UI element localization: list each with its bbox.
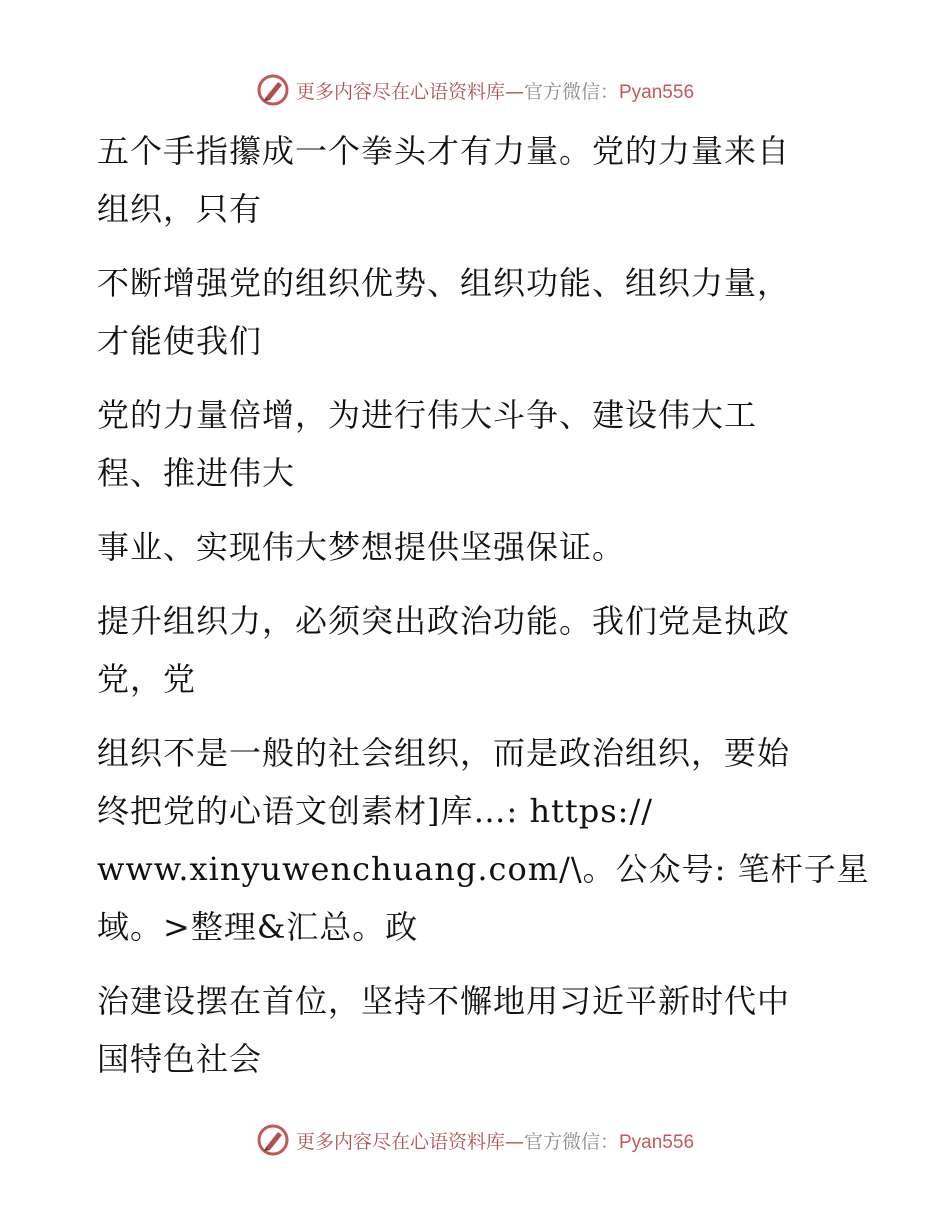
footer-banner-main: 更多内容尽在心语资料库 bbox=[295, 1130, 505, 1153]
body-line: 国特色社会 bbox=[97, 1040, 263, 1078]
document-body bbox=[97, 122, 870, 1088]
body-line: 党，党 bbox=[97, 660, 197, 698]
body-line: 事业、实现伟大梦想提供坚强保证。 bbox=[97, 528, 626, 566]
body-line: 域。>整理&汇总。政 bbox=[97, 908, 419, 946]
pen-logo-icon bbox=[256, 1123, 290, 1157]
header-banner-text bbox=[296, 77, 694, 104]
pen-logo-icon bbox=[256, 73, 290, 107]
header-banner-wechat-label: 官方微信： bbox=[523, 80, 619, 103]
header-banner-main: 更多内容尽在心语资料库 bbox=[295, 80, 505, 103]
footer-banner-dash: — bbox=[504, 1130, 524, 1153]
footer-watermark-banner bbox=[0, 1120, 950, 1160]
body-line: www.xinyuwenchuang.com/\。公众号: 笔杆子星 bbox=[97, 850, 870, 888]
body-line: 治建设摆在首位，坚持不懈地用习近平新时代中 bbox=[97, 982, 791, 1020]
body-line: 才能使我们 bbox=[97, 322, 263, 360]
footer-banner-wechat-label: 官方微信： bbox=[523, 1130, 619, 1153]
body-line: 党的力量倍增，为进行伟大斗争、建设伟大工 bbox=[97, 396, 758, 434]
header-banner-dash: — bbox=[504, 80, 524, 103]
body-line: 不断增强党的组织优势、组织功能、组织力量， bbox=[97, 264, 791, 302]
body-line: 五个手指攥成一个拳头才有力量。党的力量来自 bbox=[97, 132, 791, 170]
body-line: 组织，只有 bbox=[97, 190, 263, 228]
footer-banner-wechat-id: Pyan556 bbox=[619, 1131, 695, 1153]
body-line: 程、推进伟大 bbox=[97, 454, 296, 492]
header-watermark-banner bbox=[0, 70, 950, 110]
footer-banner-text bbox=[296, 1127, 694, 1154]
body-line: 组织不是一般的社会组织，而是政治组织，要始 bbox=[97, 734, 791, 772]
body-line: 提升组织力，必须突出政治功能。我们党是执政 bbox=[97, 602, 791, 640]
header-banner-wechat-id: Pyan556 bbox=[619, 81, 695, 103]
body-line: 终把党的心语文创素材]库…: https:// bbox=[97, 792, 654, 830]
